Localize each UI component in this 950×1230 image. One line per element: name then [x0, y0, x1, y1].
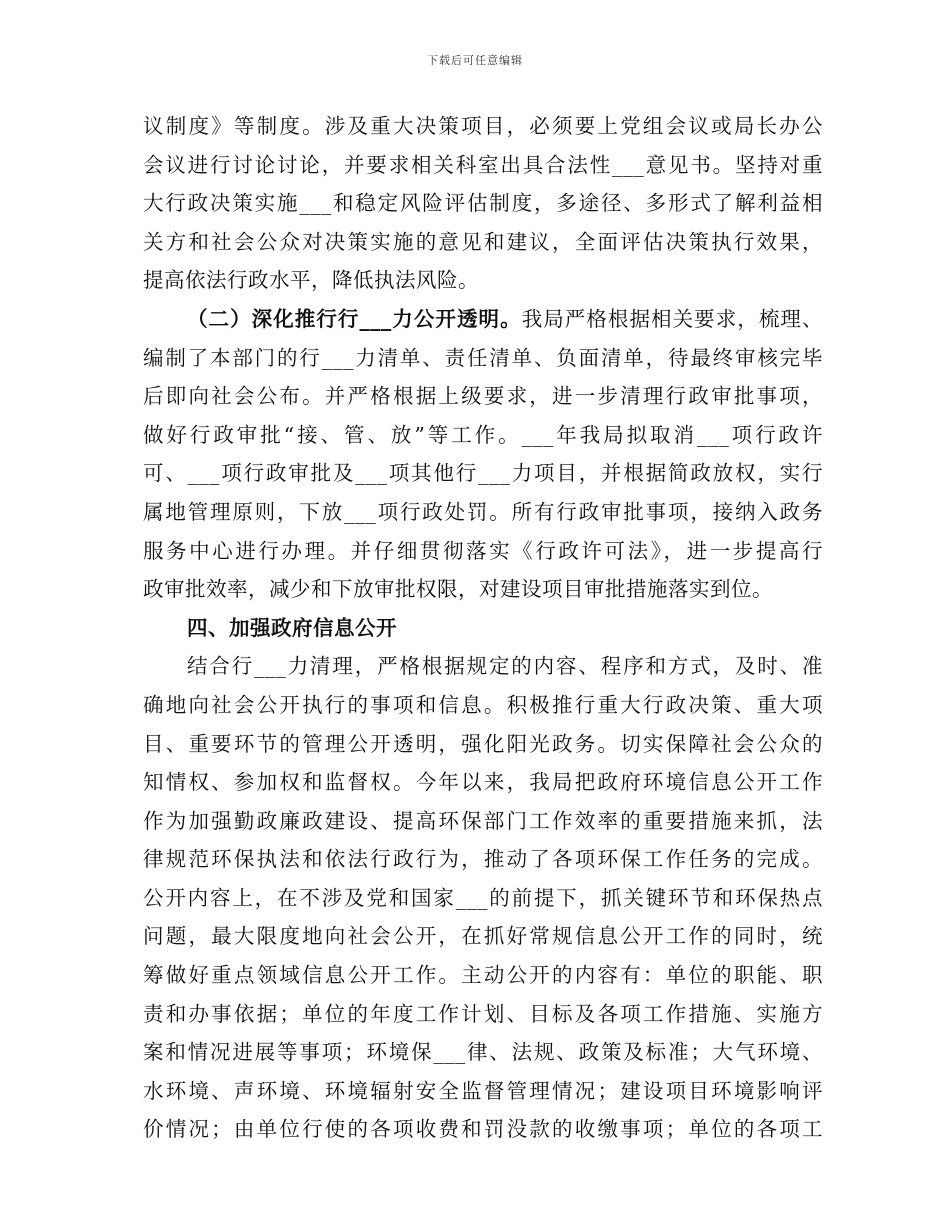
paragraph-line: 知情权、参加权和监督权。今年以来，我局把政府环境信息公开工作 [143, 770, 823, 795]
paragraph-line: 政审批效率，减少和下放审批权限，对建设项目审批措施落实到位。 [143, 577, 773, 602]
paragraph-line: 责和办事依据；单位的年度工作计划、目标及各项工作措施、实施方 [143, 1001, 823, 1026]
paragraph-line: 提高依法行政水平，降低执法风险。 [143, 268, 479, 293]
paragraph-line: 编制了本部门的行___力清单、责任清单、负面清单，待最终审核完毕 [143, 345, 823, 370]
paragraph-line: 做好行政审批“接、管、放”等工作。___年我局拟取消___项行政许 [143, 422, 823, 447]
section-heading-bold: （二）深化推行行___力公开透明。 [187, 306, 522, 331]
paragraph-line: 律规范环保执法和依法行政行为，推动了各项环保工作任务的完成。 [143, 847, 823, 872]
paragraph-line: 会议进行讨论讨论，并要求相关科室出具合法性___意见书。坚持对重 [143, 152, 823, 177]
paragraph-line: 公开内容上，在不涉及党和国家___的前提下，抓关键环节和环保热点 [143, 885, 823, 910]
paragraph-line: 问题，最大限度地向社会公开，在抓好常规信息公开工作的同时，统 [143, 924, 823, 949]
paragraph-line: 可、___项行政审批及___项其他行___力项目，并根据简政放权，实行 [143, 461, 823, 486]
paragraph-line: 案和情况进展等事项；环境保___律、法规、政策及标准；大气环境、 [143, 1040, 823, 1065]
paragraph-line: 后即向社会公布。并严格根据上级要求，进一步清理行政审批事项， [143, 384, 823, 409]
paragraph-line: 筹做好重点领域信息公开工作。主动公开的内容有：单位的职能、职 [143, 963, 823, 988]
paragraph-line: 服务中心进行办理。并仔细贯彻落实《行政许可法》，进一步提高行 [143, 538, 823, 563]
paragraph-line: 确地向社会公开执行的事项和信息。积极推行重大行政决策、重大项 [143, 692, 823, 717]
paragraph-line: 大行政决策实施___和稳定风险评估制度，多途径、多形式了解利益相 [143, 191, 823, 216]
paragraph-line: 属地管理原则，下放___项行政处罚。所有行政审批事项，接纳入政务 [143, 499, 823, 524]
page-header: 下载后可任意编辑 [427, 54, 523, 67]
section-heading-continuation: 我局严格根据相关要求，梳理、 [521, 306, 823, 331]
paragraph-line: 价情况；由单位行使的各项收费和罚没款的收缴事项；单位的各项工 [143, 1117, 823, 1142]
section-line [143, 300, 823, 339]
paragraph-line: 作为加强勤政廉政建设、提高环保部门工作效率的重要措施来抓，法 [143, 808, 823, 833]
section-title: 四、加强政府信息公开 [187, 615, 397, 640]
paragraph-line: 水环境、声环境、环境辐射安全监督管理情况；建设项目环境影响评 [143, 1078, 823, 1103]
paragraph-line: 议制度》等制度。涉及重大决策项目，必须要上党组会议或局长办公 [143, 114, 823, 138]
paragraph-line: 结合行___力清理，严格根据规定的内容、程序和方式，及时、准 [187, 654, 823, 679]
document-body [143, 107, 823, 1149]
paragraph-line: 关方和社会公众对决策实施的意见和建议，全面评估决策执行效果， [143, 229, 823, 254]
paragraph-line: 目、重要环节的管理公开透明，强化阳光政务。切实保障社会公众的 [143, 731, 823, 756]
